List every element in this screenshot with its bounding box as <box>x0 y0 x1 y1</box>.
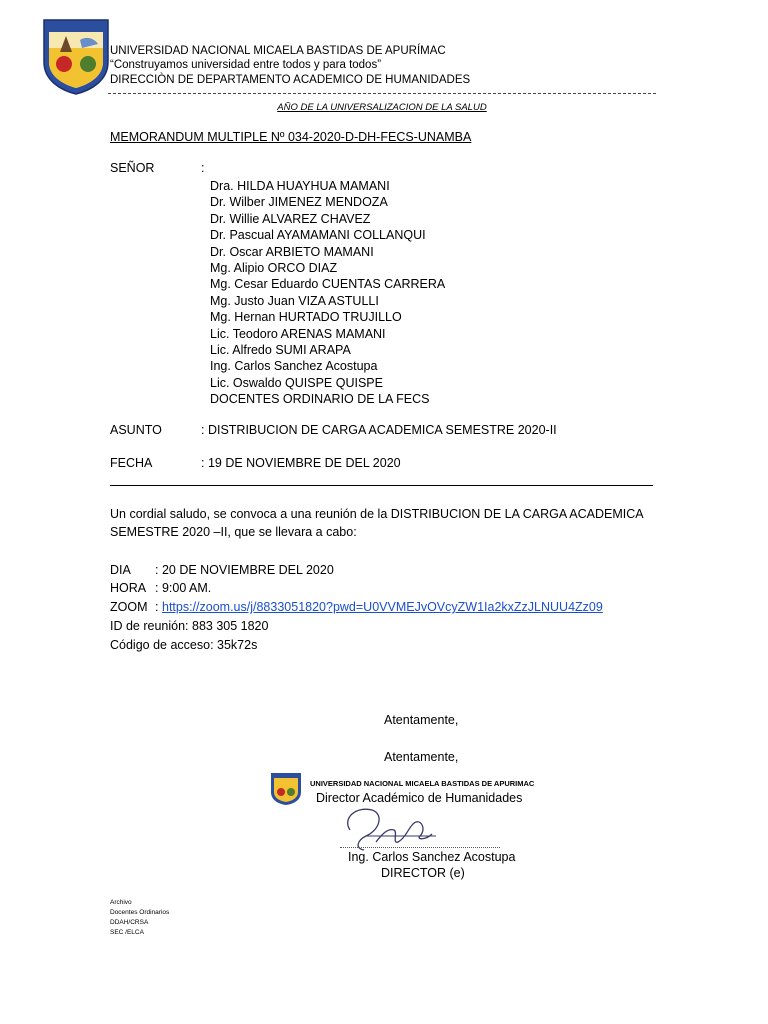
recipient-list <box>210 178 445 408</box>
copy-item: SEC /ELCA <box>110 929 144 936</box>
year-motto: AÑO DE LA UNIVERSALIZACION DE LA SALUD <box>277 102 487 113</box>
fecha-value: : 19 DE NOVIEMBRE DE DEL 2020 <box>201 456 401 470</box>
access-code: Código de acceso: 35k72s <box>110 638 258 652</box>
copy-item: Archivo <box>110 899 132 906</box>
recipient-item: Mg. Justo Juan VIZA ASTULLI <box>210 293 379 308</box>
zoom-label: ZOOM <box>110 600 148 614</box>
recipient-item: Dra. HILDA HUAYHUA MAMANI <box>210 179 390 193</box>
recipient-item: Ing. Carlos Sanchez Acostupa <box>210 359 378 374</box>
header-department: DIRECCIÒN DE DEPARTAMENTO ACADEMICO DE HUMANIDADES <box>110 74 471 86</box>
recipient-item: Dr. Oscar ARBIETO MAMANI <box>210 244 374 259</box>
recipient-item: Mg. Hernan HURTADO TRUJILLO <box>210 310 402 325</box>
hora-label: HORA <box>110 581 147 595</box>
stamp-university: UNIVERSIDAD NACIONAL MICAELA BASTIDAS DE APURIMAC <box>310 779 535 788</box>
memo-title: MEMORANDUM MULTIPLE Nº 034-2020-D-DH-FECS-UNAMBA <box>110 130 472 144</box>
body-paragraph-line2: SEMESTRE 2020 –II, que se llevara a cabo: <box>110 525 357 539</box>
asunto-label: ASUNTO <box>110 423 162 437</box>
recipient-item: Lic. Teodoro ARENAS MAMANI <box>210 326 386 341</box>
header-university: UNIVERSIDAD NACIONAL MICAELA BASTIDAS DE APURÍMAC <box>110 45 446 57</box>
header-divider <box>108 93 656 94</box>
closing-greeting-repeat: Atentamente, <box>384 750 459 764</box>
zoom-colon: : <box>155 600 159 614</box>
copies-list <box>110 898 169 938</box>
signer-name: Ing. Carlos Sanchez Acostupa <box>348 850 516 864</box>
recipient-item: Lic. Alfredo SUMI ARAPA <box>210 343 351 358</box>
meeting-id: ID de reunión: 883 305 1820 <box>110 619 269 633</box>
closing-greeting: Atentamente, <box>384 713 459 727</box>
recipient-item: Mg. Alipio ORCO DIAZ <box>210 261 338 276</box>
fecha-label: FECHA <box>110 456 153 470</box>
asunto-value: : DISTRIBUCION DE CARGA ACADEMICA SEMESTRE 2020-II <box>201 423 557 437</box>
copy-item: Docentes Ordinarios <box>110 909 170 916</box>
body-paragraph-line1: Un cordial saludo, se convoca a una reunión de la DISTRIBUCION DE LA CARGA ACADEMICA <box>110 507 644 521</box>
signer-role: DIRECTOR (e) <box>381 866 465 880</box>
dia-label: DIA <box>110 563 131 577</box>
header-motto: “Construyamos universidad entre todos y para todos” <box>110 59 382 71</box>
stamp-logo <box>270 772 302 806</box>
recipient-item: DOCENTES ORDINARIO DE LA FECS <box>210 392 430 407</box>
university-logo <box>42 18 110 96</box>
zoom-meeting-link[interactable]: https://zoom.us/j/8833051820?pwd=U0VVMEJvOVcyZW1Ia2kxZzJLNUU4Zz09 <box>162 600 603 614</box>
recipient-item: Lic. Oswaldo QUISPE QUISPE <box>210 375 383 390</box>
memo-divider <box>110 485 653 486</box>
senor-colon: : <box>201 161 205 175</box>
recipient-item: Dr. Pascual AYAMAMANI COLLANQUI <box>210 228 426 243</box>
stamp-title: Director Académico de Humanidades <box>316 791 523 805</box>
recipient-item: Dr. Wilber JIMENEZ MENDOZA <box>210 195 388 210</box>
dia-value: : 20 DE NOVIEMBRE DEL 2020 <box>155 563 334 577</box>
signature-line <box>340 847 500 848</box>
senor-label: SEÑOR <box>110 161 155 175</box>
recipient-item: Dr. Willie ALVAREZ CHAVEZ <box>210 211 371 226</box>
hora-value: : 9:00 AM. <box>155 581 212 595</box>
copy-item: DDAH/CRSA <box>110 919 149 926</box>
recipient-item: Mg. Cesar Eduardo CUENTAS CARRERA <box>210 277 446 292</box>
